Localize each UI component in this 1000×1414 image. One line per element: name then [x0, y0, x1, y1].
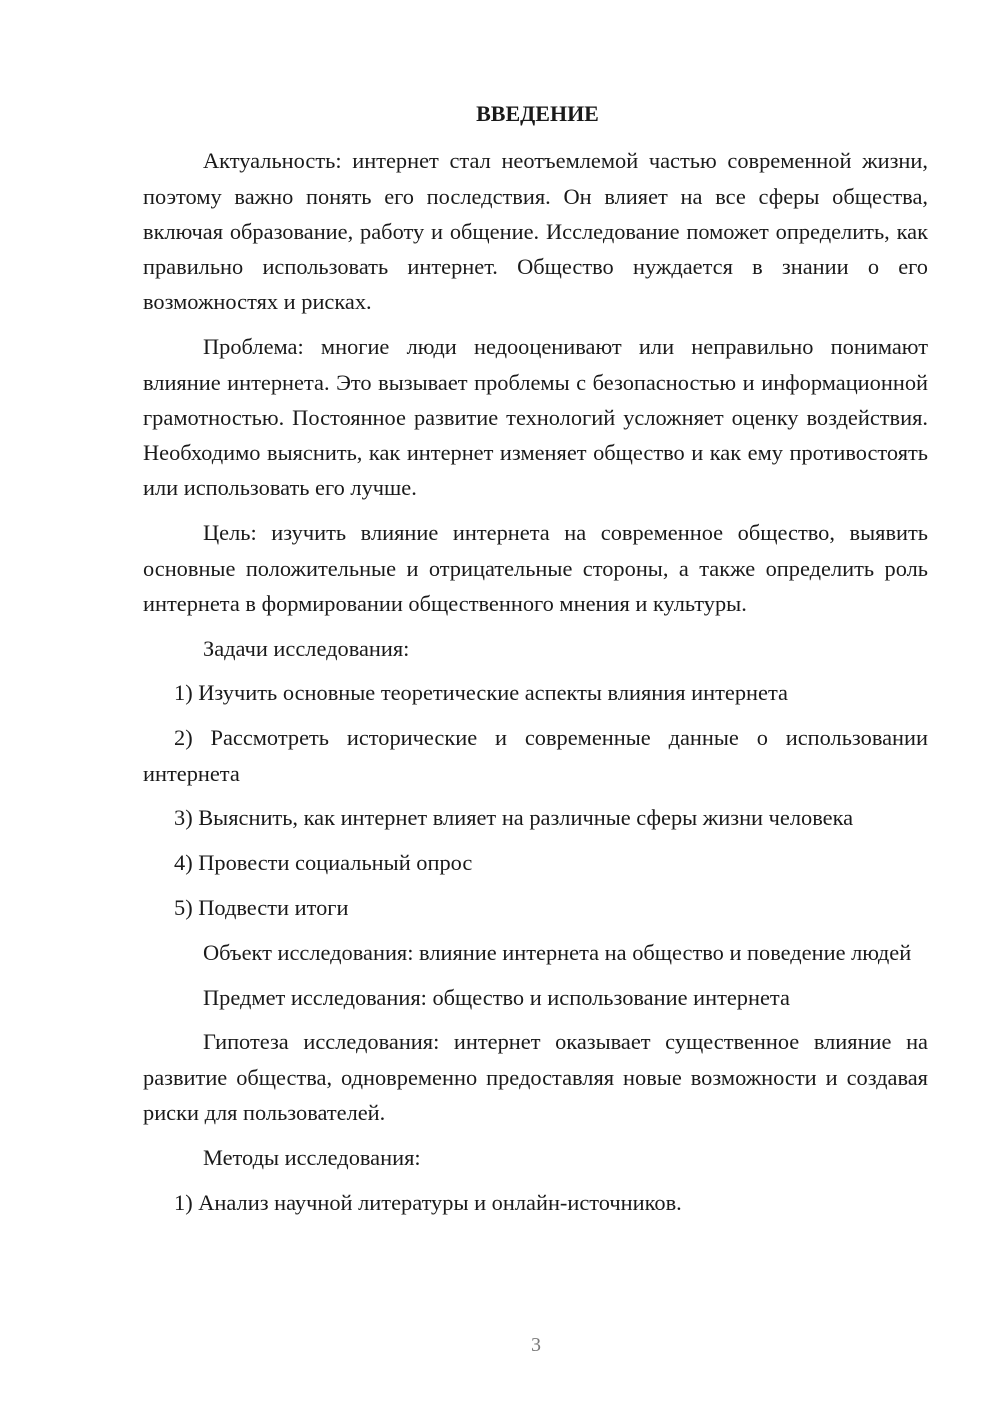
paragraph-goal: Цель: изучить влияние интернета на современное общество, выявить основные положительные и отрицательные стороны, а также определить роль интернета в формировании общественного мнения и культуры. — [143, 520, 928, 616]
paragraph-subject: Предмет исследования: общество и использование интернета — [203, 984, 790, 1010]
paragraph-object: Объект исследования: влияние интернета на общество и поведение людей — [203, 939, 912, 965]
tasks-heading: Задачи исследования: — [203, 635, 410, 661]
method-item: 1) Анализ научной литературы и онлайн-источников. — [174, 1189, 682, 1215]
task-item: 1) Изучить основные теоретические аспекты влияния интернета — [174, 680, 788, 706]
paragraph-hypothesis: Гипотеза исследования: интернет оказывает существенное влияние на развитие общества, одновременно предоставляя новые возможности и создавая риски для пользователей. — [143, 1029, 928, 1125]
page-number: 3 — [531, 1334, 541, 1356]
task-item: 5) Подвести итоги — [174, 894, 349, 920]
paragraph-problem: Проблема: многие люди недооценивают или неправильно понимают влияние интернета. Это вызывает проблемы с безопасностью и информационной грамотностью. Постоянное развитие технологий усложняет оценку воздействия. Необходимо выяснить, как интернет изменяет общество и как ему противостоять или использовать его лучше. — [143, 334, 928, 501]
task-item: 2) Рассмотреть исторические и современные данные о использовании интернета — [143, 725, 928, 786]
page-content — [143, 96, 928, 1229]
paragraph-relevance: Актуальность: интернет стал неотъемлемой частью современной жизни, поэтому важно понять его последствия. Он влияет на все сферы общества, включая образование, работу и общение. Исследование поможет определить, как правильно использовать интернет. Общество нуждается в знании о его возможностях и рисках. — [143, 148, 928, 315]
task-item: 3) Выяснить, как интернет влияет на различные сферы жизни человека — [174, 805, 854, 831]
task-item: 4) Провести социальный опрос — [174, 850, 473, 876]
methods-heading: Методы исследования: — [203, 1144, 421, 1170]
page-title: ВВЕДЕНИЕ — [476, 101, 599, 126]
